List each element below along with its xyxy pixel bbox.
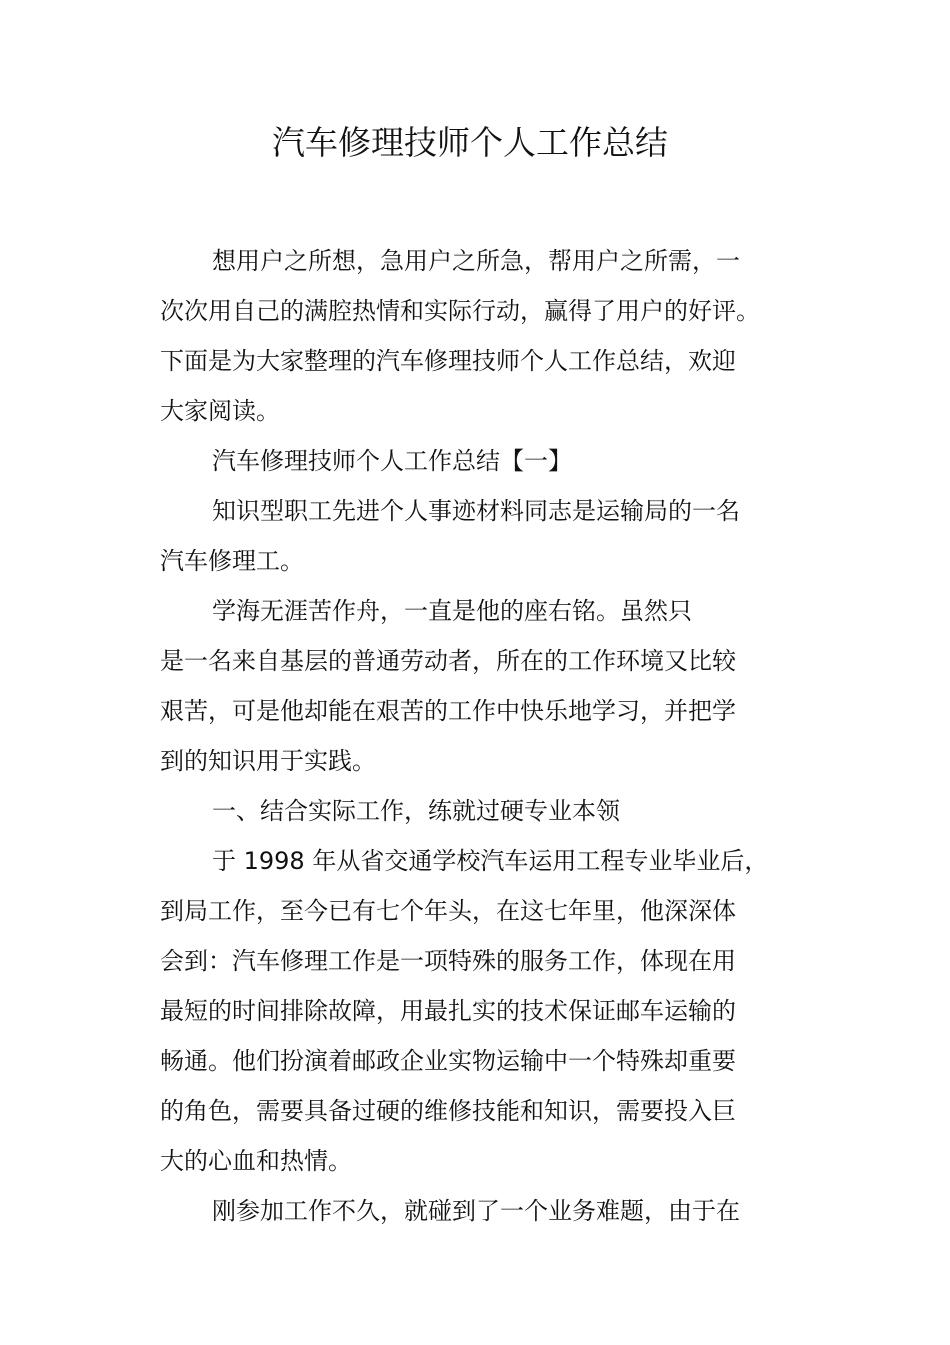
paragraph-line: 大的心血和热情。 <box>160 1147 352 1175</box>
paragraph-line: 下面是为大家整理的汽车修理技师个人工作总结，欢迎 <box>160 347 736 375</box>
paragraph-line: 艰苦，可是他却能在艰苦的工作中快乐地学习，并把学 <box>160 697 736 725</box>
paragraph-line: 的角色，需要具备过硬的维修技能和知识，需要投入巨 <box>160 1097 736 1125</box>
paragraph-line: 到局工作，至今已有七个年头，在这七年里，他深深体 <box>160 897 736 925</box>
paragraph-line: 知识型职工先进个人事迹材料同志是运输局的一名 <box>212 497 740 525</box>
paragraph-line: 畅通。他们扮演着邮政企业实物运输中一个特殊却重要 <box>160 1047 736 1075</box>
paragraph-line: 最短的时间排除故障，用最扎实的技术保证邮车运输的 <box>160 997 736 1025</box>
section-heading: 汽车修理技师个人工作总结【一】 <box>212 447 572 475</box>
paragraph-line: 到的知识用于实践。 <box>160 747 376 775</box>
paragraph-line: 想用户之所想，急用户之所急，帮用户之所需，一 <box>212 247 740 275</box>
paragraph-line: 汽车修理工。 <box>160 547 304 575</box>
paragraph-line: 次次用自己的满腔热情和实际行动，赢得了用户的好评。 <box>160 297 760 325</box>
paragraph-line: 刚参加工作不久，就碰到了一个业务难题，由于在 <box>212 1197 740 1225</box>
paragraph-line: 是一名来自基层的普通劳动者，所在的工作环境又比较 <box>160 647 736 675</box>
paragraph-line: 大家阅读。 <box>160 397 280 425</box>
paragraph-line: 会到：汽车修理工作是一项特殊的服务工作，体现在用 <box>160 947 736 975</box>
paragraph-line: 学海无涯苦作舟，一直是他的座右铭。虽然只 <box>212 597 692 625</box>
paragraph-line: 于 1998 年从省交通学校汽车运用工程专业毕业后， <box>212 847 769 875</box>
document-title: 汽车修理技师个人工作总结 <box>272 123 668 162</box>
section-heading: 一、结合实际工作，练就过硬专业本领 <box>212 797 620 825</box>
